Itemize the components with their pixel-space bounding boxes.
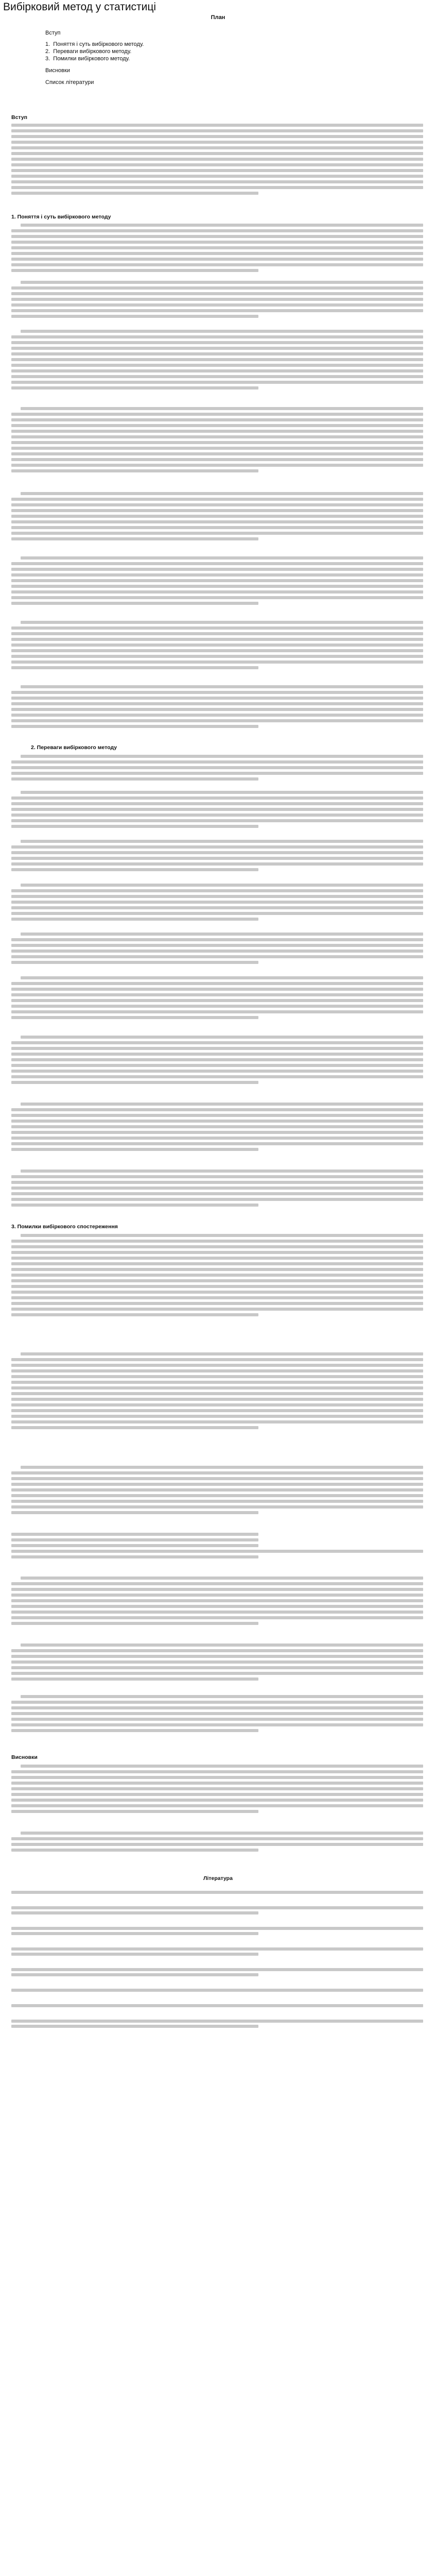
plan-item-text: Переваги вибіркового методу. (53, 48, 132, 55)
document-title: Вибірковий метод у статистиці (3, 1, 156, 13)
reference-item (11, 1968, 423, 1978)
paragraph (11, 556, 423, 607)
paragraph (11, 1577, 423, 1628)
paragraph (11, 492, 423, 543)
paragraph (11, 791, 423, 831)
paragraph (11, 840, 423, 874)
paragraph (11, 976, 423, 1022)
paragraph (11, 1765, 423, 1816)
section-heading-literature: Література (203, 1875, 233, 1882)
section-heading-intro: Вступ (11, 114, 28, 121)
paragraph (11, 1352, 423, 1432)
paragraph (11, 755, 423, 783)
reference-item (11, 1989, 423, 1994)
paragraph (11, 1695, 423, 1735)
paragraph (11, 1533, 423, 1561)
plan-item-text: Помилки вибіркового методу. (53, 56, 130, 62)
plan-conclusions: Висновки (45, 67, 70, 74)
plan-item-2: 2. Переваги вибіркового методу. (45, 48, 132, 55)
reference-item (11, 1947, 423, 1958)
paragraph (11, 1643, 423, 1683)
paragraph (11, 884, 423, 923)
reference-item (11, 1891, 423, 1896)
paragraph (11, 621, 423, 672)
plan-item-3: 3. Помилки вибіркового методу. (45, 56, 130, 62)
paragraph (11, 1466, 423, 1517)
plan-item-1: 1. Поняття і суть вибіркового методу. (45, 41, 144, 47)
reference-item (11, 2020, 423, 2030)
reference-item (11, 2004, 423, 2009)
paragraph (11, 1234, 423, 1319)
plan-title: План (211, 14, 225, 21)
section-heading-2: 2. Переваги вибіркового методу (31, 744, 117, 751)
paragraph (11, 124, 423, 197)
paragraph (11, 685, 423, 731)
paragraph (11, 1036, 423, 1087)
paragraph (11, 281, 423, 320)
reference-item (11, 1927, 423, 1937)
paragraph (11, 933, 423, 967)
plan-references: Список літератури (45, 79, 94, 86)
paragraph (11, 330, 423, 392)
section-heading-1: 1. Поняття і суть вибіркового методу (11, 214, 111, 220)
plan-item-text: Поняття і суть вибіркового методу. (53, 41, 144, 47)
paragraph (11, 1832, 423, 1854)
paragraph (11, 224, 423, 275)
paragraph (11, 1103, 423, 1154)
reference-item (11, 1906, 423, 1917)
section-heading-3: 3. Помилки вибіркового спостереження (11, 1224, 118, 1230)
plan-intro: Вступ (45, 30, 61, 36)
section-heading-conclusions: Висновки (11, 1754, 38, 1760)
paragraph (11, 1170, 423, 1209)
paragraph (11, 407, 423, 475)
